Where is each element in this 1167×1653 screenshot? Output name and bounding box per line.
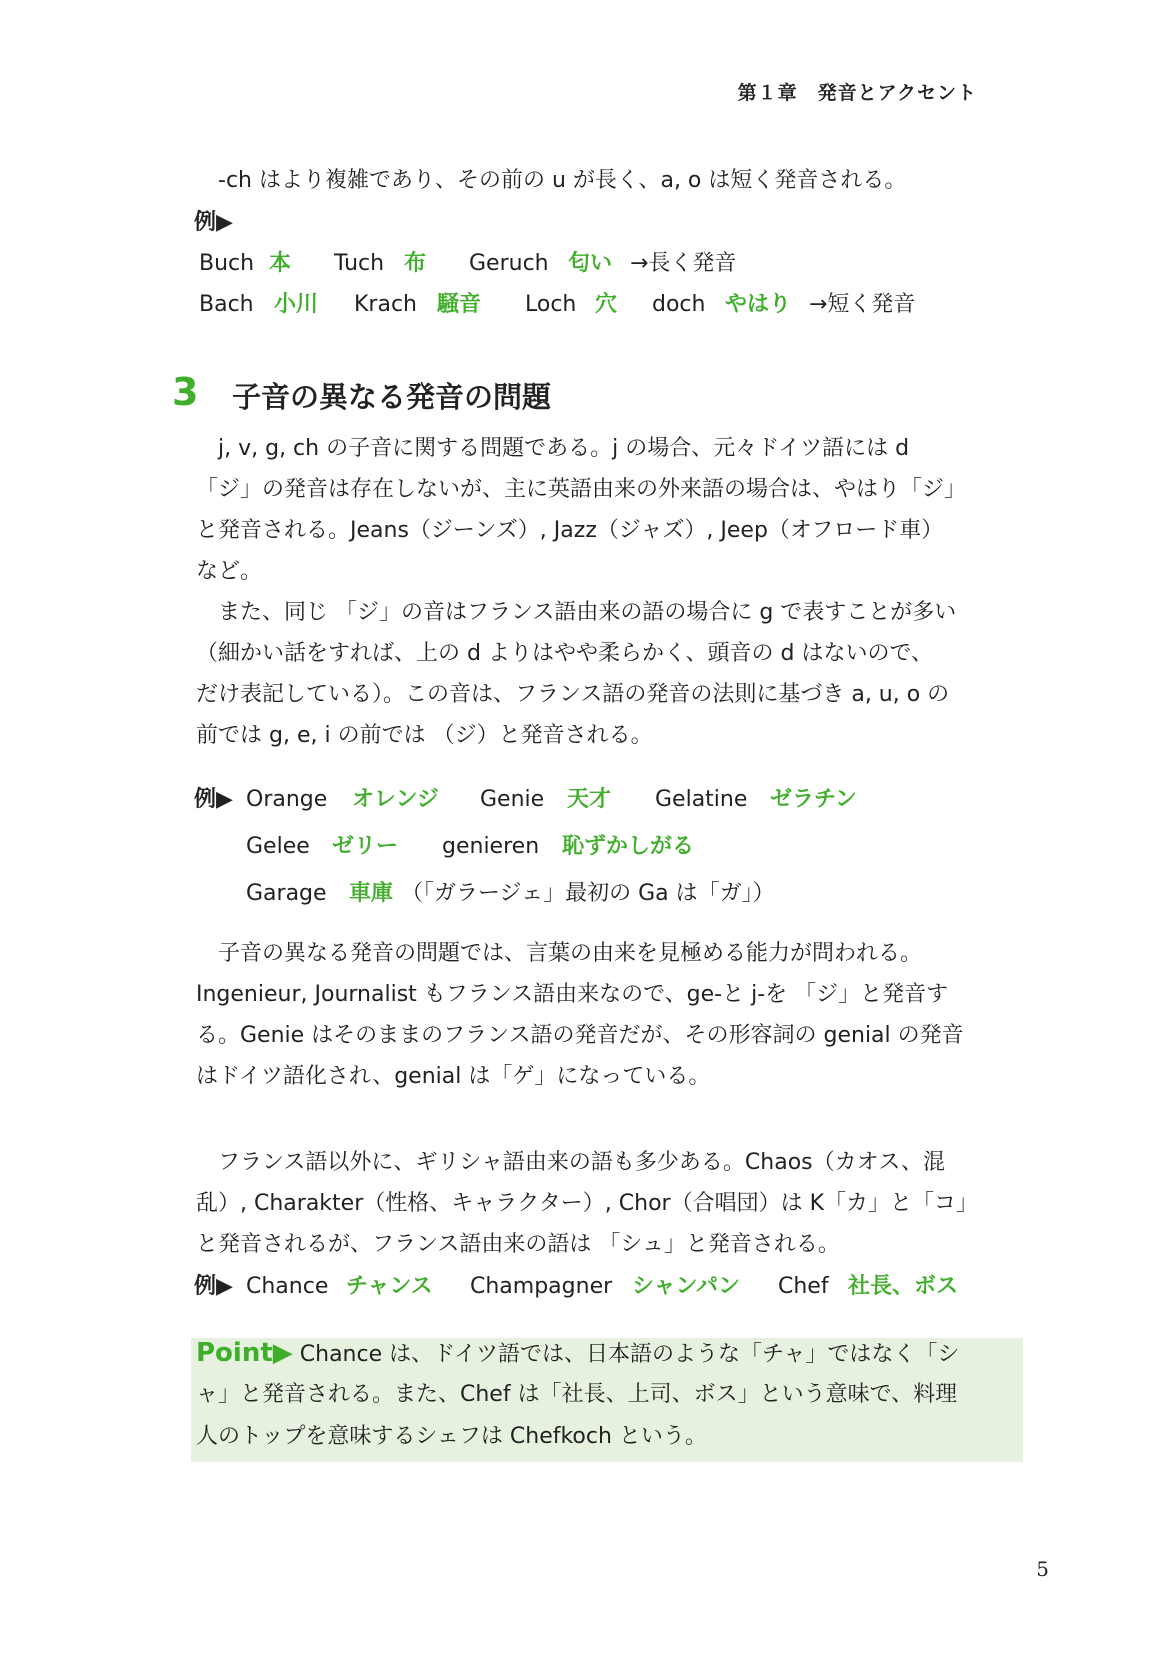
example2-meaning: 天才 [567,787,612,812]
example2-meaning: ゼリー [332,834,399,859]
para1-line: と発音される。Jeans（ジーンズ）, Jazz（ジャズ）, Jeep（オフロード車） [196,518,944,543]
example1-meaning: 布 [404,251,427,276]
para4-line: フランス語以外に、ギリシャ語由来の語も多少ある。Chaos（カオス、混 [218,1150,946,1175]
point-text: Chance は、ドイツ語では、日本語のような「チャ」ではなく「シ [299,1342,960,1367]
example1-word: Buch [199,251,255,276]
example2-note: （「ガラージェ」最初の Ga は「ガ」） [401,881,775,906]
example3-label: 例▶ [194,1274,233,1299]
example3-meaning: 社長、ボス [848,1274,959,1299]
example1-note: →長く発音 [630,251,737,276]
example2-word: Gelee [246,834,310,859]
para2-line: 前では g, e, i の前では （ジ）と発音される。 [196,723,653,748]
example1-word: Krach [354,292,417,317]
example3-row1 [194,1272,958,1302]
para3-line: 子音の異なる発音の問題では、言葉の由来を見極める能力が問われる。 [218,941,923,966]
point-label: Point▶ [196,1338,293,1368]
para1-line: 「ジ」の発音は存在しないが、主に英語由来の外来語の場合は、やはり「ジ」 [196,477,967,502]
example3-meaning: シャンパン [632,1274,741,1299]
example1-meaning: やはり [725,292,792,317]
point-line: ャ」と発音される。また、Chef は「社長、上司、ボス」という意味で、料理 [196,1382,958,1407]
example1-word: Tuch [334,251,385,276]
para1-line: など。 [196,559,263,584]
para3-line: る。Genie はそのままのフランス語の発音だが、その形容詞の genial の発音 [196,1023,964,1048]
example1-meaning: 匂い [568,251,613,276]
para1-line: j, v, g, ch の子音に関する問題である。j の場合、元々ドイツ語には d [218,436,910,461]
para4-line: と発音されるが、フランス語由来の語は 「シュ」と発音される。 [196,1232,840,1257]
example3-meaning: チャンス [346,1274,433,1299]
example3-word: Chef [778,1274,829,1299]
example2-meaning: 車庫 [349,881,394,906]
chapter-header: 第１章 発音とアクセント [737,82,977,104]
example2-row1 [194,785,857,815]
example2-meaning: 恥ずかしがる [562,834,695,859]
para3-line: はドイツ語化され、genial は「ゲ」になっている。 [196,1064,711,1089]
point-line [196,1338,959,1370]
example1-note: →短く発音 [809,292,916,317]
example2-word: Gelatine [655,787,748,812]
example1-meaning: 穴 [595,292,618,317]
section-title: 子音の異なる発音の問題 [232,380,552,414]
example2-row2 [246,832,694,862]
example2-word: Orange [246,787,328,812]
example1-word: Loch [525,292,577,317]
example2-word: Genie [480,787,545,812]
example3-word: Chance [246,1274,329,1299]
example1-row2 [199,290,915,320]
example2-word: genieren [442,834,540,859]
example2-label: 例▶ [194,787,233,812]
para2-line: （細かい話をすれば、上の d よりはやや柔らかく、頭音の d はないので、 [196,641,934,666]
para2-line: また、同じ 「ジ」の音はフランス語由来の語の場合に g で表すことが多い [218,600,957,625]
para2-line: だけ表記している）。この音は、フランス語の発音の法則に基づき a, u, o の [196,682,950,707]
example1-meaning: 騒音 [437,292,482,317]
example2-word: Garage [246,881,327,906]
section-number: 3 [172,370,199,414]
example3-word: Champagner [470,1274,613,1299]
example1-word: Bach [199,292,254,317]
example1-meaning: 本 [269,251,292,276]
para3-line: Ingenieur, Journalist もフランス語由来なので、ge-と j-を 「ジ」と発音す [196,982,949,1007]
example1-word: Geruch [469,251,549,276]
para4-line: 乱）, Charakter（性格、キャラクター）, Chor（合唱団）は K「カ」と「コ」 [196,1191,979,1216]
example1-label: 例▶ [194,210,233,235]
example2-row3 [246,879,775,909]
example2-meaning: オレンジ [352,787,439,812]
example1-word: doch [652,292,706,317]
example1-row1 [199,249,736,279]
example2-meaning: ゼラチン [770,787,857,812]
page-number: 5 [1036,1557,1049,1581]
example1-meaning: 小川 [274,292,319,317]
intro-line: -ch はより複雑であり、その前の u が長く、a, o は短く発音される。 [218,168,907,193]
point-line: 人のトップを意味するシェフは Chefkoch という。 [196,1424,707,1449]
